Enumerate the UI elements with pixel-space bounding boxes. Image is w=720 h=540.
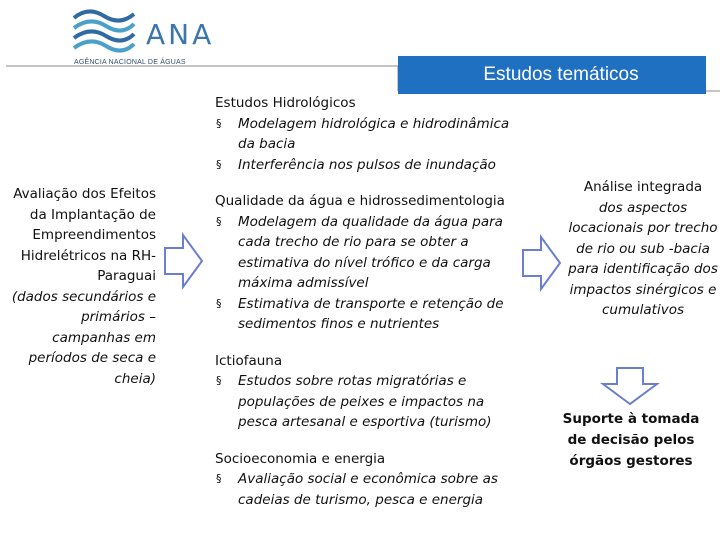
section-banner: Estudos temáticos [398,56,706,94]
left-italic-line: cheia) [114,370,156,387]
section-water-quality [215,191,525,335]
bullet-text: Modelagem da qualidade da água para cada trecho de rio para se obter a estimativa do nível trófico e da carga máxima admissível [238,213,503,291]
logo-subtitle: AGÊNCIA NACIONAL DE ÁGUAS [74,59,186,66]
bullet-marker: § [216,157,222,171]
bullet-text: Interferência nos pulsos de inundação [238,156,496,173]
left-italic-line: (dados secundários e [11,288,156,305]
section-title: Qualidade da água e hidrossedimentologia [215,193,505,209]
bullet-marker: § [216,214,222,228]
bullet-item [215,469,525,510]
bullet-text: Avaliação social e econômica sobre as cadeias de turismo, pesca e energia [238,471,498,508]
ana-wave-logo-icon [70,4,140,58]
bullet-item [215,155,525,176]
section-title: Ictiofauna [215,352,283,369]
left-title-line: Hidrelétricos na RH- [20,247,156,264]
left-italic-line: períodos de seca e [28,350,156,366]
bullet-text: Estudos sobre rotas migratórias e populações de peixes e impactos na pesca artesanal e esportiva (turismo) [238,373,492,430]
analysis-title: Análise integrada [583,179,703,195]
bullet-marker: § [216,374,222,387]
bullet-item [215,294,525,335]
section-hydrology [215,93,525,175]
bullet-text: Estimativa de transporte e retenção de sedimentos finos e nutrientes [238,295,504,332]
left-title-line: Empreendimentos [32,227,156,243]
decision-support-text: Suporte à tomada de decisão pelos órgãos gestores [562,411,700,469]
section-title: Estudos Hidrológicos [215,95,356,111]
logo-word: ANA [146,18,215,51]
section-title: Socioeconomia e energia [215,450,386,467]
bullet-item [215,114,525,155]
thematic-studies-list [215,93,525,526]
bullet-marker: § [216,116,222,130]
bullet-marker: § [216,296,222,310]
left-description [0,184,156,389]
bullet-marker: § [216,472,222,485]
left-italic-line: campanhas em [52,329,156,346]
section-socioeconomy [215,449,525,511]
arrow-right-icon [521,234,563,292]
bullet-item [215,371,525,433]
arrow-down-icon [600,366,660,406]
ana-logo [70,4,220,66]
left-title-line: da Implantação de [29,206,156,223]
analysis-body: dos aspectos locacionais por trecho de rio ou sub -bacia para identificação dos impactos sinérgicos e cumulativos [568,199,718,318]
left-title-line: Avaliação dos Efeitos [13,186,156,202]
bullet-text: Modelagem hidrológica e hidrodinâmica da bacia [238,115,510,152]
integrated-analysis [563,177,720,321]
arrow-right-icon [163,232,205,290]
section-ichthyofauna [215,351,525,433]
left-title-line: Paraguai [97,268,156,284]
bullet-item [215,212,525,294]
left-italic-line: primários – [81,309,156,325]
